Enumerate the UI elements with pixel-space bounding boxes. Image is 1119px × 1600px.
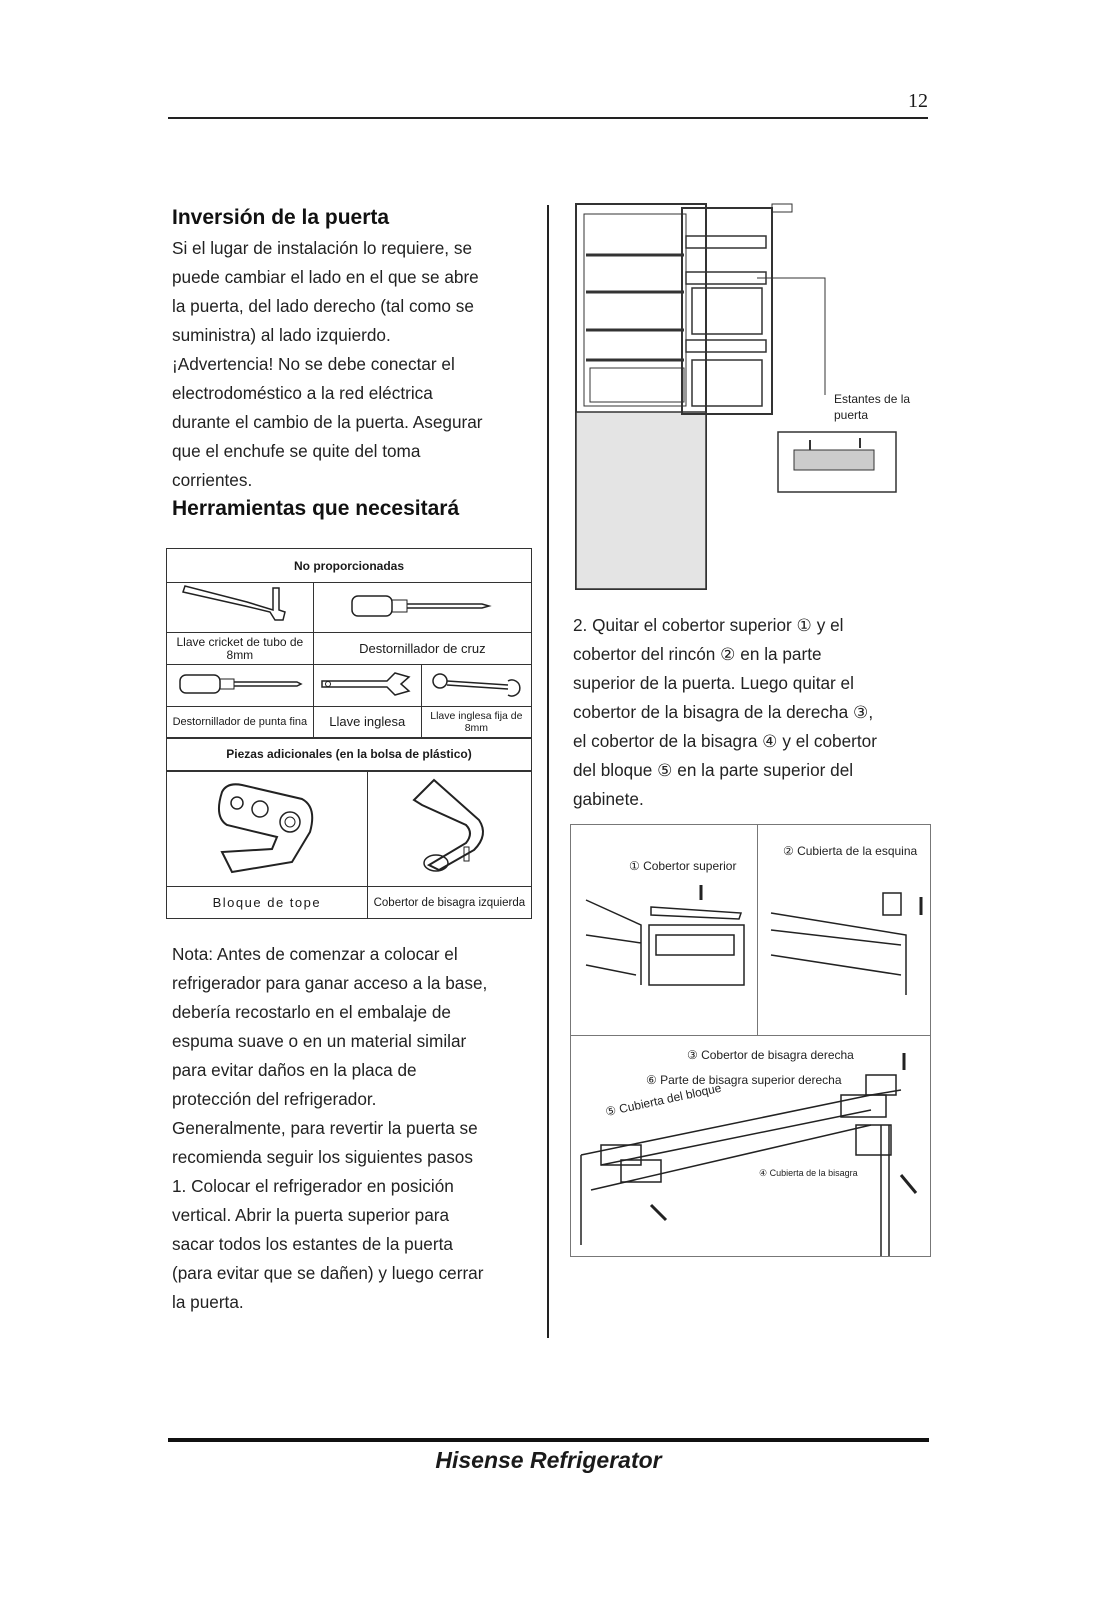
footer-rule xyxy=(168,1438,929,1442)
socket-wrench-label: Llave cricket de tubo de 8mm xyxy=(167,633,314,665)
text-line: durante el cambio de la puerta. Asegurar xyxy=(172,412,483,432)
hinge-cover-label: ④ Cubierta de la bisagra xyxy=(759,1168,858,1178)
intro-paragraph xyxy=(172,234,542,495)
flat-screwdriver-image xyxy=(167,665,314,707)
text-line: superior de la puerta. Luego quitar el xyxy=(573,673,854,693)
stop-block-label: Bloque de tope xyxy=(167,887,368,919)
text-line: suministra) al lado izquierdo. xyxy=(172,325,391,345)
text-line: recomienda seguir los siguientes pasos xyxy=(172,1147,473,1167)
text-line: Generalmente, para revertir la puerta se xyxy=(172,1118,478,1138)
text-line: electrodoméstico a la red eléctrica xyxy=(172,383,433,403)
text-line: que el enchufe se quite del toma xyxy=(172,441,421,461)
cover-removal-diagram xyxy=(570,824,931,1257)
step2-paragraph xyxy=(573,611,933,814)
text-line: el cobertor de la bisagra ④ y el cobertor xyxy=(573,731,877,751)
text-line: 1. Colocar el refrigerador en posición xyxy=(172,1176,454,1196)
text-line: 2. Quitar el cobertor superior ① y el xyxy=(573,615,844,635)
block-cover-label: ⑤ Cubierta del bloque xyxy=(604,1080,723,1119)
text-line: Si el lugar de instalación lo requiere, se xyxy=(172,238,473,258)
adjustable-wrench-label: Llave inglesa xyxy=(313,707,421,738)
text-line: puerta xyxy=(834,408,869,422)
text-line: del bloque ⑤ en la parte superior del xyxy=(573,760,854,780)
page-number: 12 xyxy=(908,90,928,112)
text-line: puede cambiar el lado en el que se abre xyxy=(172,267,479,287)
text-line: cobertor de la bisagra de la derecha ③, xyxy=(573,702,874,722)
text-line: espuma suave o en un material similar xyxy=(172,1031,467,1051)
right-hinge-cover-label: ③ Cobertor de bisagra derecha xyxy=(687,1048,854,1062)
text-line: la puerta. xyxy=(172,1292,244,1312)
text-line: para evitar daños en la placa de xyxy=(172,1060,417,1080)
text-line: Nota: Antes de comenzar a colocar el xyxy=(172,944,458,964)
left-hinge-cover-label: Cobertor de bisagra izquierda xyxy=(367,887,531,919)
socket-wrench-image xyxy=(167,583,314,633)
note-paragraph xyxy=(172,940,542,1317)
text-line: la puerta, del lado derecho (tal como se xyxy=(172,296,474,316)
header-rule xyxy=(168,117,928,119)
upper-right-hinge-label: ⑥ Parte de bisagra superior derecha xyxy=(646,1073,842,1087)
corner-cover-label: ② Cubierta de la esquina xyxy=(783,844,918,858)
text-line: corrientes. xyxy=(172,470,253,490)
text-line: gabinete. xyxy=(573,789,644,809)
stop-block-image xyxy=(167,771,368,887)
fixed-wrench-image xyxy=(421,665,531,707)
left-hinge-cover-image xyxy=(367,771,531,887)
text-line: protección del refrigerador. xyxy=(172,1089,377,1109)
phillips-screwdriver-label: Destornillador de cruz xyxy=(313,633,531,665)
footer-brand: Hisense Refrigerator xyxy=(435,1447,662,1473)
heading-tools: Herramientas que necesitará xyxy=(172,497,460,520)
phillips-screwdriver-image xyxy=(313,583,531,633)
top-cover-label: ① Cobertor superior xyxy=(629,859,737,873)
tools-table xyxy=(166,548,532,919)
text-line: Estantes de la xyxy=(834,392,911,406)
door-shelves-label xyxy=(834,391,910,423)
fixed-wrench-label: Llave inglesa fija de 8mm xyxy=(421,707,531,738)
text-line: cobertor del rincón ② en la parte xyxy=(573,644,822,664)
text-line: ¡Advertencia! No se debe conectar el xyxy=(172,354,455,374)
text-line: refrigerador para ganar acceso a la base, xyxy=(172,973,488,993)
adjustable-wrench-image xyxy=(313,665,421,707)
text-line: sacar todos los estantes de la puerta xyxy=(172,1234,453,1254)
text-line: vertical. Abrir la puerta superior para xyxy=(172,1205,450,1225)
heading-door-reversal: Inversión de la puerta xyxy=(172,206,390,229)
additional-parts-header: Piezas adicionales (en la bolsa de plástico) xyxy=(167,738,532,771)
flat-screwdriver-label: Destornillador de punta fina xyxy=(167,707,314,738)
text-line: (para evitar que se dañen) y luego cerrar xyxy=(172,1263,484,1283)
text-line: debería recostarlo en el embalaje de xyxy=(172,1002,451,1022)
column-divider xyxy=(547,205,549,1338)
not-provided-header: No proporcionadas xyxy=(167,549,532,583)
